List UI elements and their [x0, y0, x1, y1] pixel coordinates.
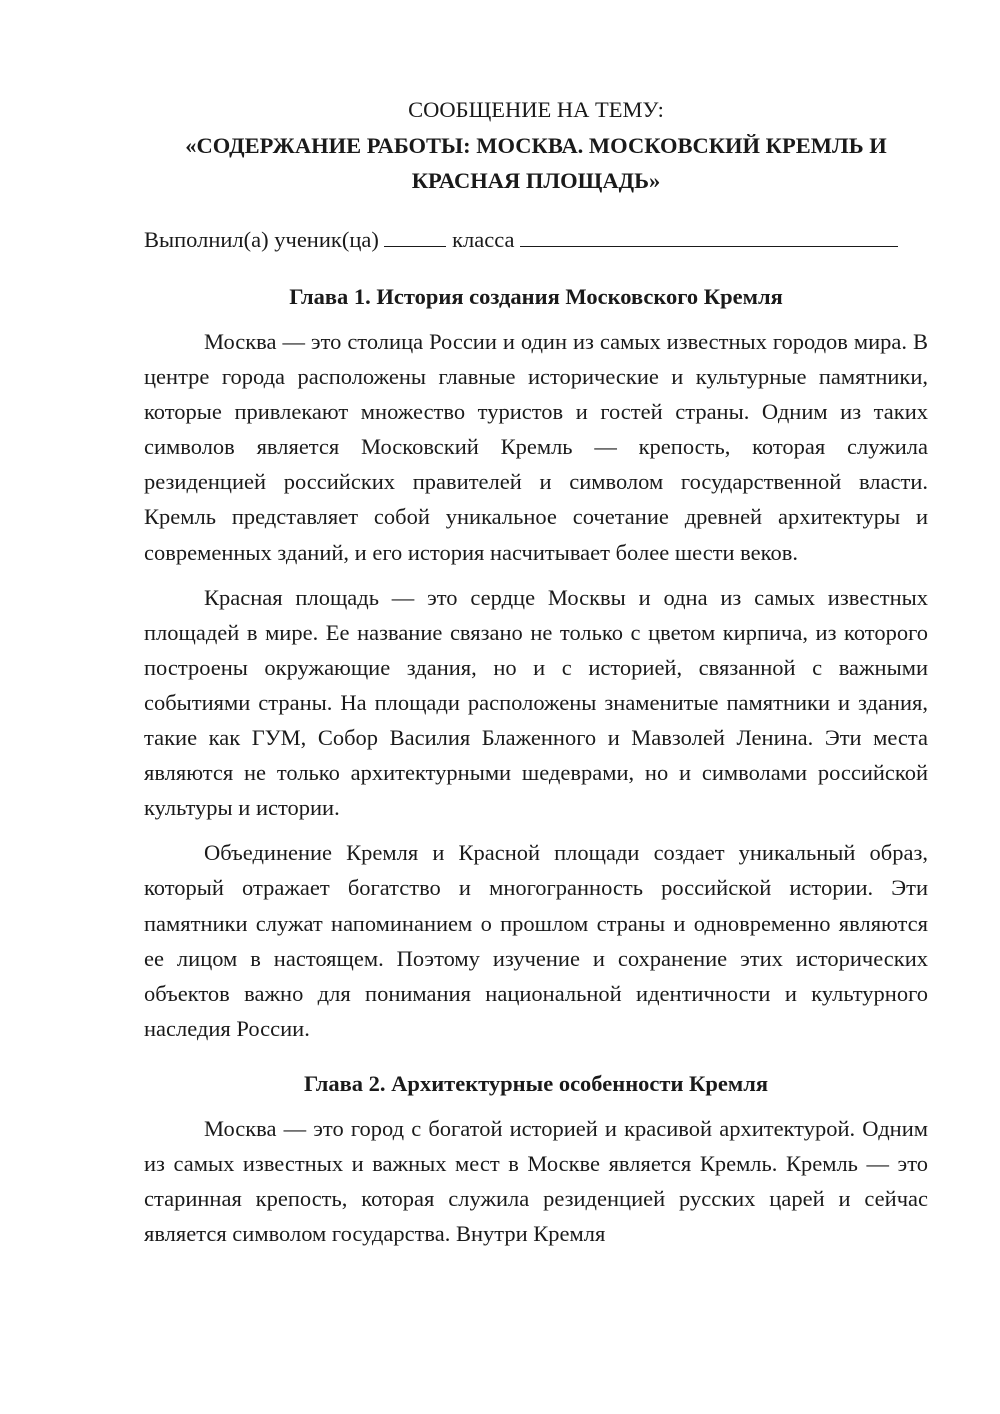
- chapter-1-paragraph-3: Объединение Кремля и Красной площади создает уникальный образ, который отражает богатство и многогранность российской истории. Эти памятники служат напоминанием о прошлом страны и одновременно являются ее лицом в настоящем. Поэтому изучение и сохранение этих исторических объектов важно для понимания национальной идентичности и культурного наследия России.: [144, 840, 928, 1041]
- chapter-1-paragraph-2: Красная площадь — это сердце Москвы и одна из самых известных площадей в мире. Ее название связано не только с цветом кирпича, из которого построены окружающие здания, но и с историей, связанной с важными событиями страны. На площади расположены знаменитые памятники и здания, такие как ГУМ, Собор Василия Блаженного и Мавзолей Ленина. Эти места являются не только архитектурными шедеврами, но и символами российской культуры и истории.: [144, 584, 928, 821]
- class-number-blank: [384, 222, 446, 247]
- student-info-line: [144, 222, 928, 257]
- student-label: Выполнил(а) ученик(ца): [144, 227, 379, 252]
- document-heading-topic: СООБЩЕНИЕ НА ТЕМУ:: [408, 97, 664, 122]
- chapter-1-paragraph-1: Москва — это столица России и один из самых известных городов мира. В центре города расположены главные исторические и культурные памятники, которые привлекают множество туристов и гостей страны. Одним из таких символов является Московский Кремль — крепость, которая служила резиденцией российских правителей и символом государственной власти. Кремль представляет собой уникальное сочетание древней архитектуры и современных зданий, и его история насчитывает более шести веков.: [144, 329, 928, 565]
- chapter-2-title: Глава 2. Архитектурные особенности Кремля: [304, 1070, 768, 1096]
- document-title: «СОДЕРЖАНИЕ РАБОТЫ: МОСКВА. МОСКОВСКИЙ КРЕМЛЬ И КРАСНАЯ ПЛОЩАДЬ»: [185, 133, 887, 193]
- student-name-blank: [520, 222, 898, 247]
- chapter-1-title: Глава 1. История создания Московского Кремля: [289, 284, 783, 309]
- chapter-2-paragraph-1: Москва — это город с богатой историей и красивой архитектурой. Одним из самых известных и важных мест в Москве является Кремль. Кремль — это старинная крепость, которая служила резиденцией русских царей и сейчас является символом государства. Внутри Кремля: [144, 1115, 928, 1247]
- document-body: [144, 92, 928, 1261]
- class-label: класса: [452, 227, 515, 252]
